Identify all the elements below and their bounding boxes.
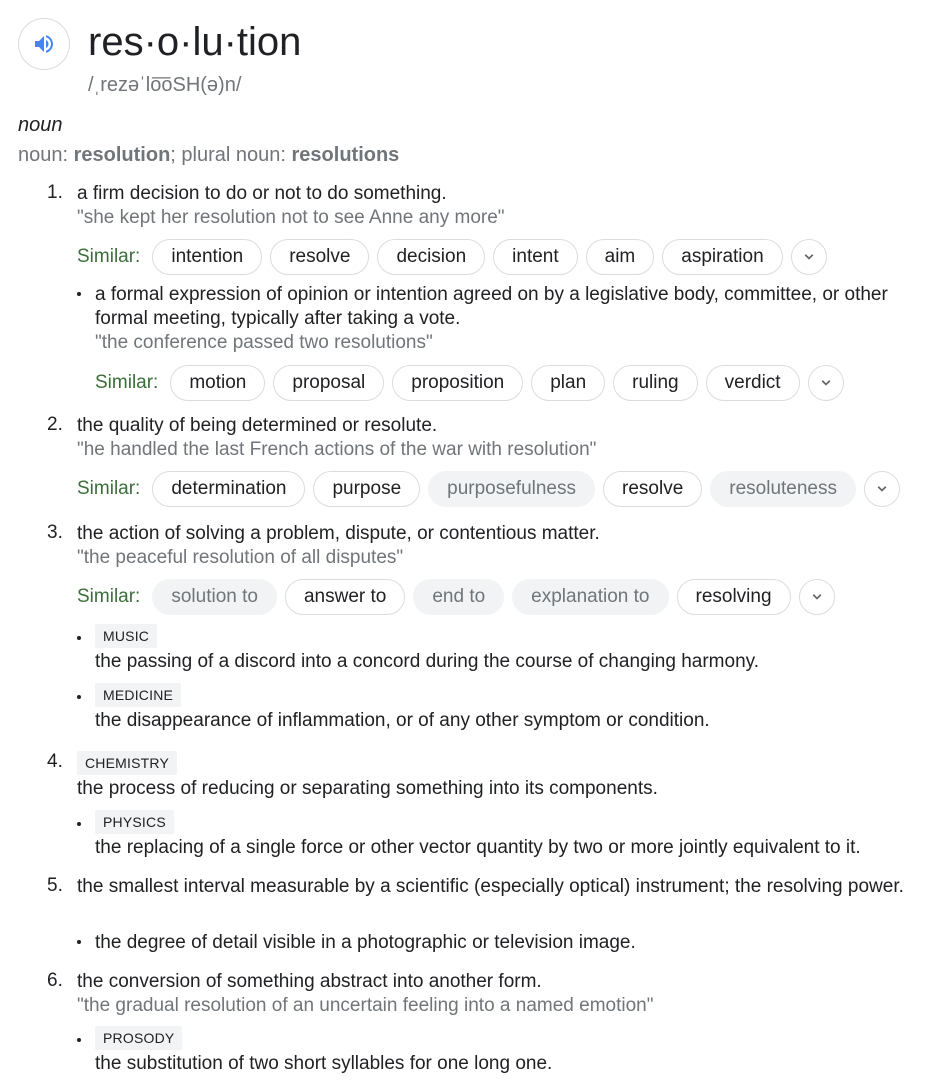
similar-chip[interactable]: proposal — [273, 365, 384, 401]
similar-label: Similar: — [77, 246, 141, 267]
subsense-definition: the passing of a discord into a concord during the course of changing harmony. — [95, 651, 759, 672]
similar-chip[interactable]: verdict — [706, 365, 800, 401]
sense-example: "the peaceful resolution of all disputes" — [77, 547, 404, 568]
sense-definition: the action of solving a problem, dispute, or contentious matter. — [77, 523, 600, 544]
expand-similar-button[interactable] — [799, 579, 835, 615]
sense-definition: the quality of being determined or resolute. — [77, 415, 438, 436]
expand-similar-button[interactable] — [791, 239, 827, 275]
similar-chip[interactable]: resolving — [677, 579, 791, 615]
similar-chip[interactable]: resolve — [603, 471, 702, 507]
subsense-definition: the substitution of two short syllables for one long one. — [95, 1053, 553, 1074]
bullet — [77, 822, 81, 826]
similar-row — [77, 471, 900, 507]
pronunciation: /ˌrezəˈlo͞oSH(ə)n/ — [88, 74, 242, 96]
noun-label: noun: — [18, 144, 69, 166]
sense-example: "the gradual resolution of an uncertain feeling into a named emotion" — [77, 995, 654, 1016]
subject-tag: PROSODY — [95, 1026, 182, 1050]
similar-chip[interactable]: end to — [413, 579, 504, 615]
similar-chip[interactable]: plan — [531, 365, 605, 401]
sense-number: 3. — [47, 522, 63, 543]
subsense-definition: the disappearance of inflammation, or of any other symptom or condition. — [95, 710, 710, 731]
subsense-definition: the replacing of a single force or other vector quantity by two or more jointly equivalent to it. — [95, 837, 861, 858]
sense-definition: a firm decision to do or not to do something. — [77, 183, 447, 204]
similar-row — [77, 239, 827, 275]
sense-number: 2. — [47, 414, 63, 435]
subsense-example: "the conference passed two resolutions" — [95, 332, 433, 353]
expand-similar-button[interactable] — [808, 365, 844, 401]
subsense-definition: a formal expression of opinion or intention agreed on by a legislative body, committee, or other formal meeting, typically after taking a vote. — [95, 284, 888, 329]
sense-number: 6. — [47, 970, 63, 991]
similar-chip[interactable]: aim — [586, 239, 655, 275]
similar-chip[interactable]: solution to — [152, 579, 277, 615]
similar-label: Similar: — [77, 586, 141, 607]
sense-number: 5. — [47, 875, 63, 896]
noun-form: resolution — [73, 144, 171, 166]
sense-number: 1. — [47, 182, 63, 203]
sense-definition: the process of reducing or separating something into its components. — [77, 778, 658, 799]
plural-label: plural noun: — [181, 144, 286, 166]
bullet — [77, 940, 81, 944]
similar-chip[interactable]: determination — [152, 471, 305, 507]
similar-chip[interactable]: intent — [493, 239, 577, 275]
expand-similar-button[interactable] — [864, 471, 900, 507]
subject-tag: PHYSICS — [95, 810, 174, 834]
bullet — [77, 1038, 81, 1042]
bullet — [77, 695, 81, 699]
chevron-down-icon — [800, 248, 818, 266]
headword: res·o·lu·tion — [88, 20, 302, 64]
similar-chip[interactable]: purposefulness — [428, 471, 595, 507]
similar-chip[interactable]: purpose — [313, 471, 420, 507]
similar-chip[interactable]: motion — [170, 365, 265, 401]
similar-label: Similar: — [77, 478, 141, 499]
similar-chip[interactable]: answer to — [285, 579, 405, 615]
similar-chip[interactable]: decision — [377, 239, 485, 275]
similar-chip[interactable]: ruling — [613, 365, 697, 401]
part-of-speech: noun — [18, 114, 63, 136]
similar-label: Similar: — [95, 372, 159, 393]
sense-example: "she kept her resolution not to see Anne any more" — [77, 207, 505, 228]
bullet — [77, 292, 81, 296]
similar-chip[interactable]: intention — [152, 239, 262, 275]
sense-definition: the conversion of something abstract into another form. — [77, 971, 542, 992]
subject-tag: MEDICINE — [95, 683, 181, 707]
subject-tag: CHEMISTRY — [77, 751, 177, 775]
similar-row — [77, 579, 835, 615]
chevron-down-icon — [873, 480, 891, 498]
pronunciation-audio-button[interactable] — [18, 18, 70, 70]
bullet — [77, 636, 81, 640]
chevron-down-icon — [817, 374, 835, 392]
subject-tag: MUSIC — [95, 624, 157, 648]
plural-form: resolutions — [291, 144, 400, 166]
speaker-icon — [32, 32, 56, 56]
chevron-down-icon — [808, 588, 826, 606]
forms-separator: ; — [170, 144, 176, 166]
similar-chip[interactable]: resolve — [270, 239, 369, 275]
similar-chip[interactable]: explanation to — [512, 579, 668, 615]
similar-chip[interactable]: resoluteness — [710, 471, 856, 507]
sense-definition: the smallest interval measurable by a scientific (especially optical) instrument; the resolving power. — [77, 876, 904, 897]
sense-number: 4. — [47, 751, 63, 772]
subsense-definition: the degree of detail visible in a photographic or television image. — [95, 932, 636, 953]
similar-chip[interactable]: proposition — [392, 365, 523, 401]
similar-chip[interactable]: aspiration — [662, 239, 782, 275]
word-forms — [18, 144, 399, 167]
similar-row — [95, 365, 844, 401]
sense-example: "he handled the last French actions of the war with resolution" — [77, 439, 597, 460]
